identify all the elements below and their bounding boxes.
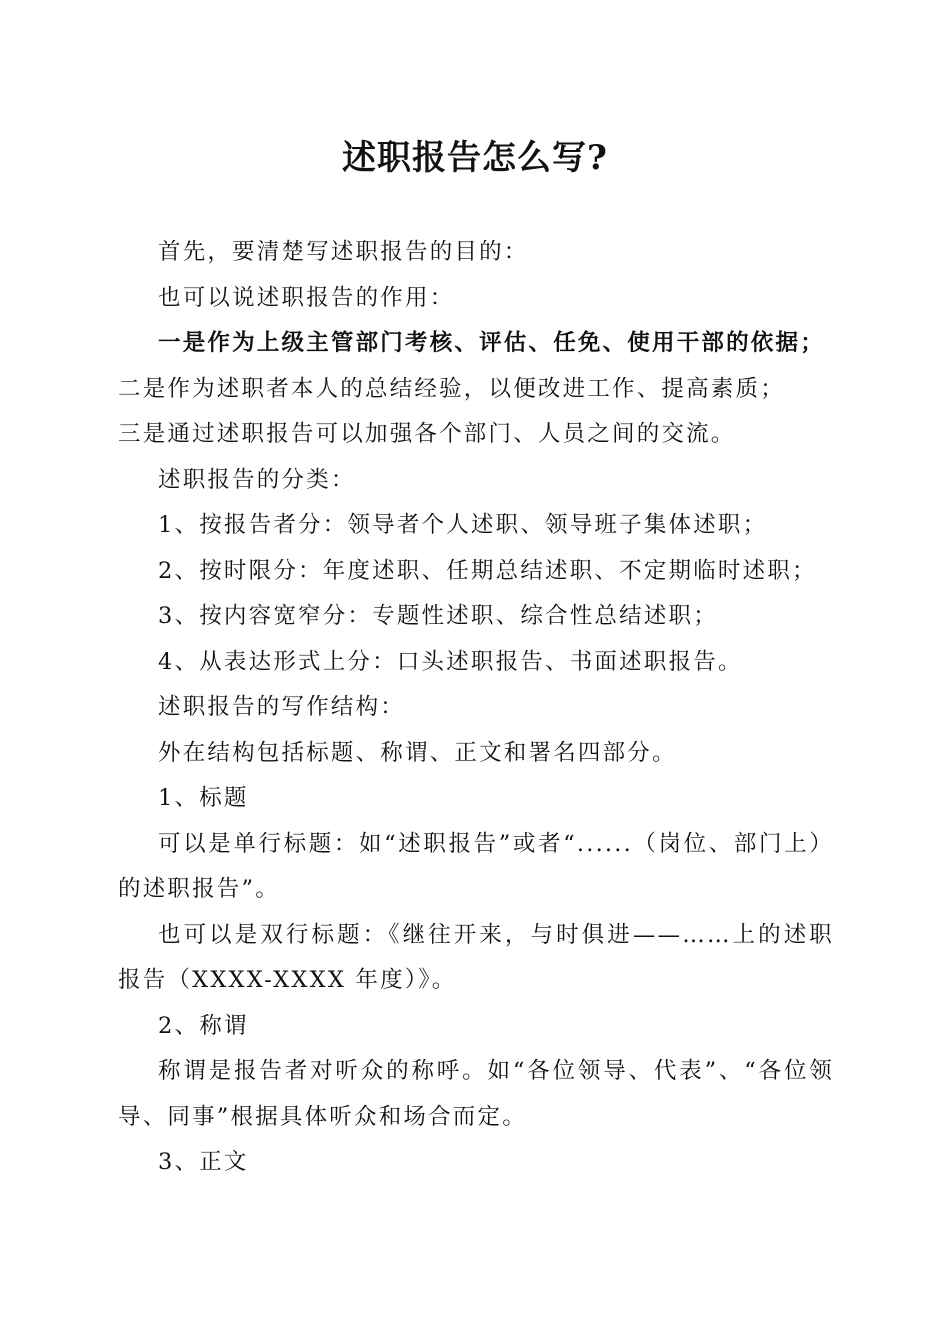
- paragraph-function-intro: 也可以说述职报告的作用：: [158, 284, 455, 311]
- section-heading-body: 3、正文: [158, 1149, 249, 1175]
- paragraph-classification-heading: 述职报告的分类：: [158, 466, 356, 493]
- paragraph-salutation-detail: 称谓是报告者对听众的称呼。如“各位领导、代表”、“各位领导、同事”根据具体听众和场合而定。: [118, 1058, 834, 1130]
- paragraph-classification-4: 4、从表达形式上分：口头述职报告、书面述职报告。: [158, 648, 743, 675]
- paragraph-purpose-intro: 首先，要清楚写述职报告的目的：: [158, 239, 529, 265]
- paragraph-classification-3: 3、按内容宽窄分：专题性述职、综合性总结述职；: [158, 603, 718, 629]
- paragraph-purpose-two: 二是作为述职者本人的总结经验，以便改进工作、提高素质；: [118, 375, 785, 402]
- section-heading-salutation: 2、称谓: [158, 1012, 249, 1039]
- document-body: [118, 230, 834, 1186]
- document-title: 述职报告怎么写?: [342, 138, 608, 178]
- section-heading-title: 1、标题: [158, 785, 249, 811]
- paragraph-double-line-title: 也可以是双行标题：《继往开来，与时俱进——……上的述职报告（XXXX-XXXX 年度）》。: [118, 921, 834, 993]
- paragraph-purpose-one: 一是作为上级主管部门考核、评估、任免、使用干部的依据；: [158, 330, 825, 356]
- paragraph-classification-2: 2、按时限分：年度述职、任期总结述职、不定期临时述职；: [158, 557, 817, 584]
- paragraph-classification-1: 1、按报告者分：领导者个人述职、领导班子集体述职；: [158, 512, 768, 538]
- paragraph-structure-overview: 外在结构包括标题、称谓、正文和署名四部分。: [158, 739, 677, 766]
- paragraph-structure-heading: 述职报告的写作结构：: [158, 694, 406, 720]
- paragraph-single-line-title: 可以是单行标题：如“述职报告”或者“......（岗位、部门上）的述职报告”。: [118, 830, 834, 902]
- paragraph-purpose-three: 三是通过述职报告可以加强各个部门、人员之间的交流。: [118, 421, 736, 447]
